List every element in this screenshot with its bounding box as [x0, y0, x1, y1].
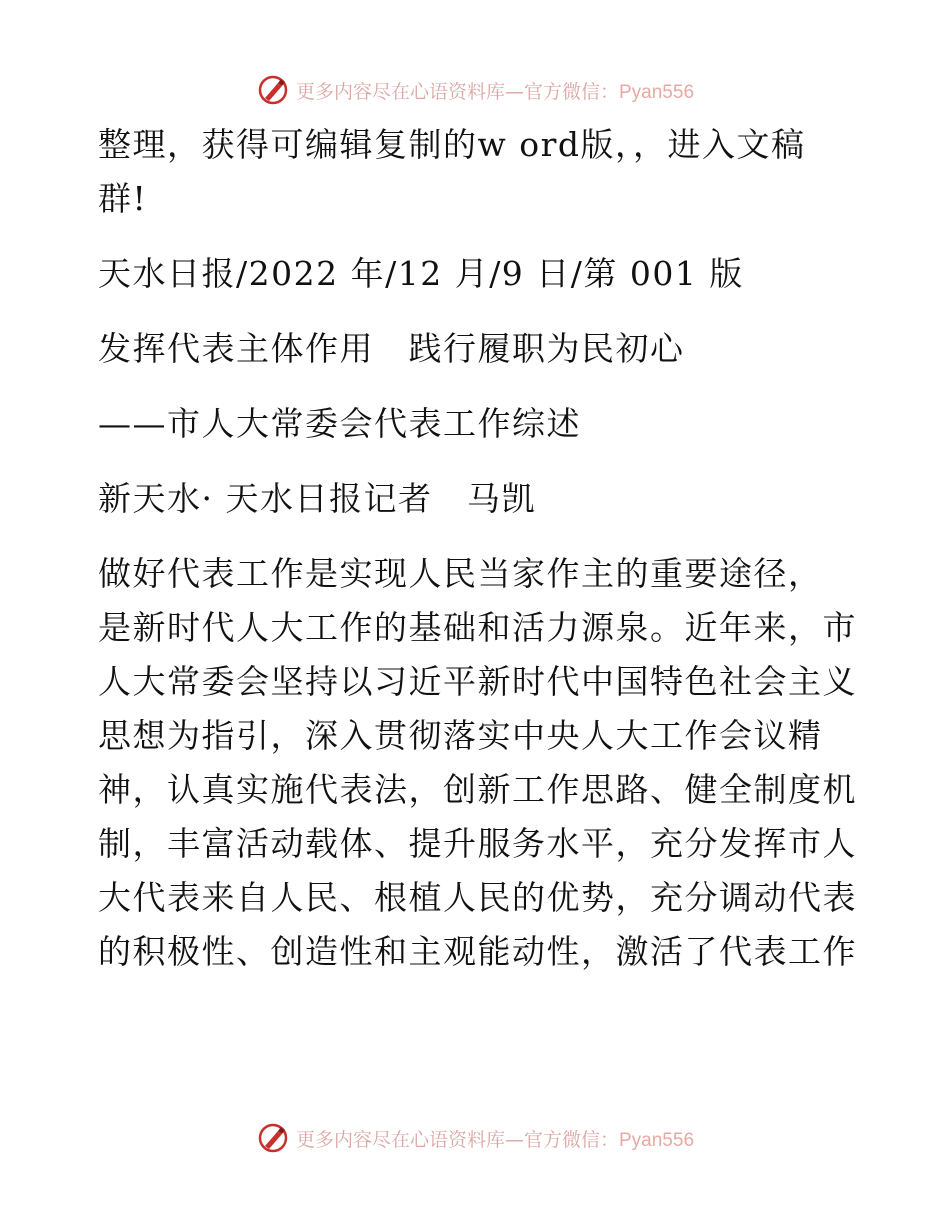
watermark-text: 更多内容尽在心语资料库—官方微信：Pyan556	[295, 80, 695, 103]
paragraph-line: 大代表来自人民、根植人民的优势，充分调动代表	[98, 878, 857, 917]
paragraph-line: 神，认真实施代表法，创新工作思路、健全制度机	[98, 770, 857, 809]
footer-watermark	[0, 1118, 950, 1158]
paragraph-line: 思想为指引，深入贯彻落实中央人大工作会议精	[98, 716, 823, 755]
pen-seal-icon	[256, 73, 290, 107]
byline: 新天水· 天水日报记者 马凯	[98, 479, 536, 518]
paragraph-line: 是新时代人大工作的基础和活力源泉。近年来，市	[98, 608, 857, 647]
header-watermark	[0, 70, 950, 110]
article-title: 发挥代表主体作用 践行履职为民初心	[98, 329, 685, 368]
watermark-text: 更多内容尽在心语资料库—官方微信：Pyan556	[295, 1128, 695, 1151]
pen-seal-icon	[256, 1121, 290, 1155]
source-line: 天水日报/2022 年/12 月/9 日/第 001 版	[98, 254, 744, 293]
text-line-1: 整理，获得可编辑复制的w ord版，，进入文稿	[98, 125, 806, 164]
paragraph-line: 制，丰富活动载体、提升服务水平，充分发挥市人	[98, 824, 857, 863]
text-line-2: 群!	[98, 179, 148, 218]
paragraph-line: 做好代表工作是实现人民当家作主的重要途径，	[98, 554, 823, 593]
paragraph-line: 的积极性、创造性和主观能动性，激活了代表工作	[98, 932, 857, 971]
document-body	[98, 118, 858, 979]
paragraph-line: 人大常委会坚持以习近平新时代中国特色社会主义	[98, 662, 857, 701]
article-subtitle: ——市人大常委会代表工作综述	[98, 404, 581, 443]
